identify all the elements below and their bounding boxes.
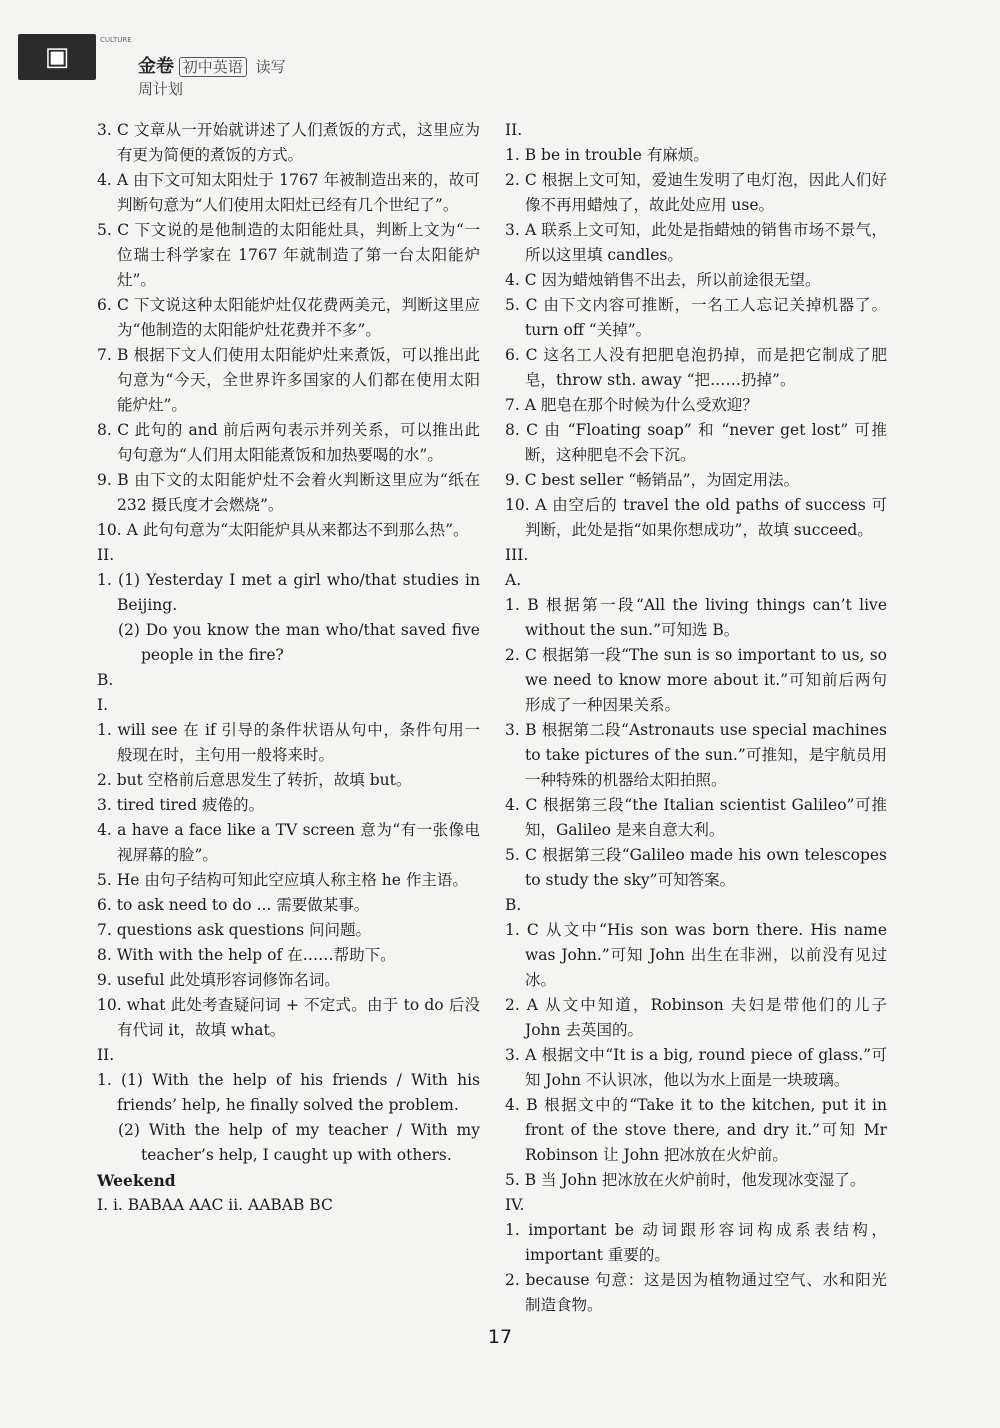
left-column	[97, 118, 480, 1218]
page-header	[18, 28, 298, 98]
answer-line: 4. a have a face like a TV screen 意为“有一张像电视屏幕的脸”。	[97, 821, 480, 864]
answer-line: 3. C 文章从一开始就讲述了人们煮饭的方式，这里应为有更为简便的煮饭的方式。	[97, 121, 480, 164]
answer-line: 8. With with the help of 在……帮助下。	[97, 946, 396, 964]
answer-line: 5. C 下文说的是他制造的太阳能灶具，判断上文为“一位瑞士科学家在 1767 年就制造了第一台太阳能炉灶”。	[97, 221, 480, 289]
brand-name: 金卷	[138, 56, 174, 77]
answer-line: 7. B 根据下文人们使用太阳能炉灶来煮饭，可以推出此句意为“今天，全世界许多国家的人们都在使用太阳能炉灶”。	[97, 346, 480, 414]
answer-line: 5. He 由句子结构可知此空应填人称主格 he 作主语。	[97, 871, 468, 889]
answer-line: I.	[97, 696, 109, 714]
answer-line: 6. to ask need to do ... 需要做某事。	[97, 896, 370, 914]
answer-line: 3. tired tired 疲倦的。	[97, 796, 264, 814]
answer-line: 8. C 由 “Floating soap” 和 “never get lost” 可推断，这种肥皂不会下沉。	[505, 421, 887, 464]
answer-line: 2. A 从文中知道，Robinson 夫妇是带他们的儿子 John 去英国的。	[505, 996, 887, 1039]
answer-line: B.	[505, 896, 522, 914]
answer-line: 10. A 由空后的 travel the old paths of success 可判断，此处是指“如果你想成功”，故填 succeed。	[505, 496, 887, 539]
answer-line: 6. C 下文说这种太阳能炉灶仅花费两美元，判断这里应为“他制造的太阳能炉灶花费并不多”。	[97, 296, 480, 339]
answer-line: 1. B 根据第一段“All the living things can’t live without the sun.”可知选 B。	[505, 596, 887, 639]
answer-line: 2. but 空格前后意思发生了转折，故填 but。	[97, 771, 412, 789]
answer-line: 2. C 根据第一段“The sun is so important to us, so we need to know more about it.”可知前后两句形成了一种因果关系。	[505, 646, 887, 714]
answer-line: 8. C 此句的 and 前后两句表示并列关系，可以推出此句句意为“人们用太阳能煮饭和加热要喝的水”。	[97, 421, 480, 464]
answer-line: 3. A 联系上文可知，此处是指蜡烛的销售市场不景气，所以这里填 candles。	[505, 221, 887, 264]
answer-line: III.	[505, 546, 529, 564]
answer-line: IV.	[505, 1196, 525, 1214]
right-column	[505, 118, 887, 1318]
answer-line: (2) With the help of my teacher / With my teacher’s help, I caught up with others.	[118, 1121, 480, 1164]
answer-line: I. i. BABAA AAC ii. AABAB BC	[97, 1196, 333, 1214]
answer-line: 9. useful 此处填形容词修饰名词。	[97, 971, 340, 989]
answer-line: 1. will see 在 if 引导的条件状语从句中，条件句用一般现在时，主句用一般将来时。	[97, 721, 480, 764]
answer-line: 1. (1) Yesterday I met a girl who/that studies in Beijing.	[97, 571, 480, 614]
answer-line: A.	[505, 571, 522, 589]
answer-line: 10. what 此处考查疑问词 + 不定式。由于 to do 后没有代词 it，故填 what。	[97, 996, 480, 1039]
answer-line: 10. A 此句句意为“太阳能炉具从来都达不到那么热”。	[97, 521, 469, 539]
brand-logo	[18, 34, 96, 80]
answer-line: 5. C 根据第三段“Galileo made his own telescopes to study the sky”可知答案。	[505, 846, 887, 889]
answer-line: Weekend	[97, 1171, 176, 1190]
answer-line: 1. B be in trouble 有麻烦。	[505, 146, 709, 164]
answer-line: B.	[97, 671, 114, 689]
answer-line: 4. C 根据第三段“the Italian scientist Galileo”可推知，Galileo 是来自意大利。	[505, 796, 887, 839]
answer-line: 5. C 由下文内容可推断，一名工人忘记关掉机器了。turn off “关掉”。	[505, 296, 887, 339]
answer-line: 4. C 因为蜡烛销售不出去，所以前途很无望。	[505, 271, 821, 289]
answer-line: 1. (1) With the help of his friends / With his friends’ help, he finally solved the problem.	[97, 1071, 480, 1114]
answer-line: 6. C 这名工人没有把肥皂泡扔掉，而是把它制成了肥皂，throw sth. away “把……扔掉”。	[505, 346, 887, 389]
answer-line: 4. B 根据文中的“Take it to the kitchen, put it in front of the stove there, and dry it.”可知 Mr Robinson 让 John 把冰放在火炉前。	[505, 1096, 887, 1164]
answer-line: 7. A 肥皂在那个时候为什么受欢迎？	[505, 396, 758, 414]
answer-line: II.	[97, 1046, 115, 1064]
answer-line: 1. important be 动词跟形容词构成系表结构，important 重要的。	[505, 1221, 887, 1264]
answer-line: 1. C 从文中“His son was born there. His name was John.”可知 John 出生在非洲，以前没有见过冰。	[505, 921, 887, 989]
answer-line: 3. A 根据文中“It is a big, round piece of glass.”可知 John 不认识冰，他以为水上面是一块玻璃。	[505, 1046, 887, 1089]
answer-line: 9. B 由下文的太阳能炉灶不会着火判断这里应为“纸在 232 摄氏度才会燃烧”。	[97, 471, 480, 514]
answer-line: II.	[97, 546, 115, 564]
answer-line: 4. A 由下文可知太阳灶于 1767 年被制造出来的，故可判断句意为“人们使用太阳灶已经有几个世纪了”。	[97, 171, 480, 214]
answer-line: (2) Do you know the man who/that saved five people in the fire?	[118, 621, 480, 664]
answer-line: 5. B 当 John 把冰放在火炉前时，他发现冰变湿了。	[505, 1171, 866, 1189]
answer-line: 2. C 根据上文可知，爱迪生发明了电灯泡，因此人们好像不再用蜡烛了，故此处应用 use。	[505, 171, 887, 214]
answer-line: 9. C best seller “畅销品”，为固定用法。	[505, 471, 800, 489]
answer-line: 7. questions ask questions 问问题。	[97, 921, 372, 939]
answer-line: II.	[505, 121, 523, 139]
series-highlight: 初中英语	[179, 57, 247, 77]
page-number: 17	[487, 1326, 513, 1348]
brand-subtitle: CULTURE	[100, 36, 132, 44]
logo-glyph: ▣	[44, 42, 70, 72]
series-title	[138, 52, 298, 99]
answer-line: 3. B 根据第二段“Astronauts use special machines to take pictures of the sun.”可推知，是宇航员用一种特殊的机器给太阳拍照。	[505, 721, 887, 789]
series-rest: 读写周计划	[138, 58, 286, 98]
answer-line: 2. because 句意：这是因为植物通过空气、水和阳光制造食物。	[505, 1271, 887, 1314]
